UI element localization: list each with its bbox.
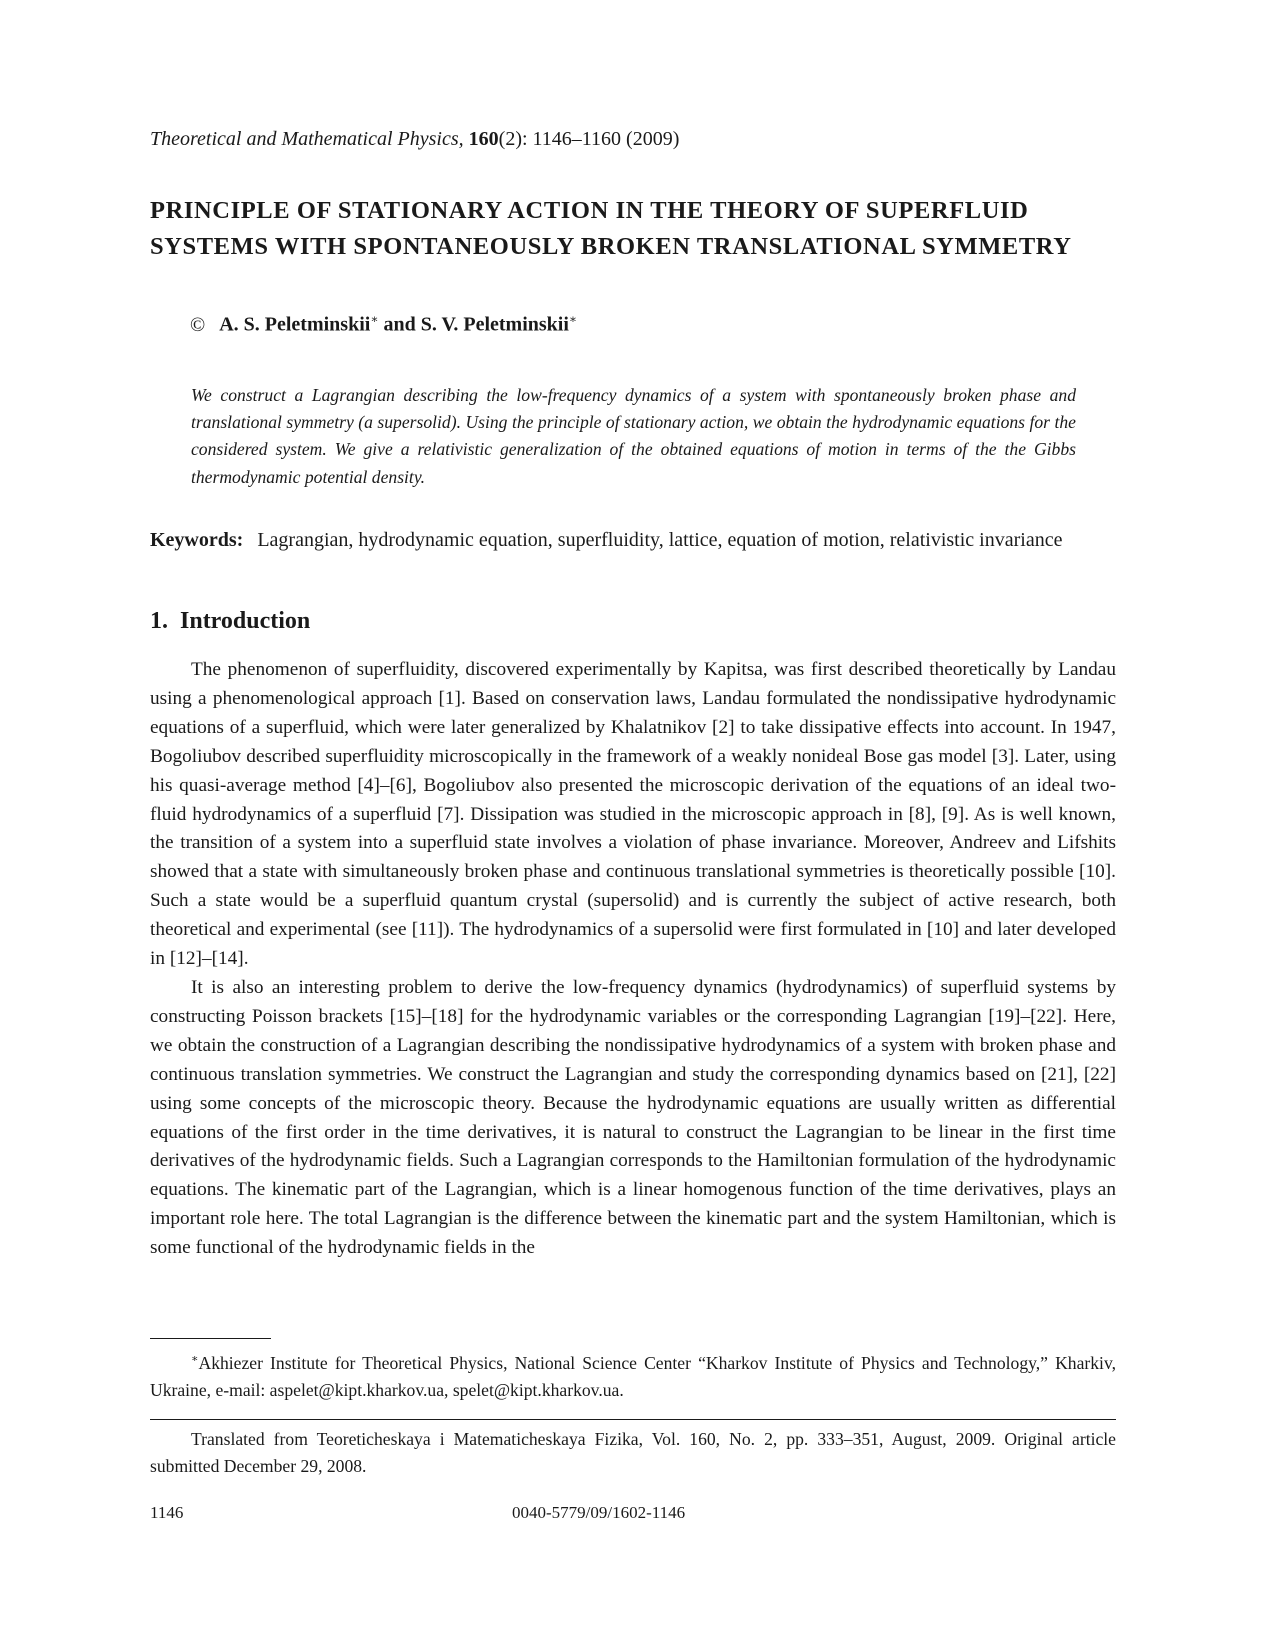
page-number: 1146 bbox=[150, 1503, 184, 1522]
section-number: 1. bbox=[150, 608, 168, 634]
body-text bbox=[150, 656, 1116, 1263]
footnote-mark: ∗ bbox=[191, 1353, 199, 1365]
footnote bbox=[150, 1346, 1116, 1404]
author-1-affiliation-mark: ∗ bbox=[370, 312, 379, 326]
paper-title: PRINCIPLE OF STATIONARY ACTION IN THE THEORY OF SUPERFLUID SYSTEMS WITH SPONTANEOUSLY BROKEN TRANSLATIONAL SYMMETRY bbox=[150, 197, 1072, 260]
journal-issue-pages: (2): 1146–1160 (2009) bbox=[498, 128, 680, 150]
translation-note: Translated from Teoreticheskaya i Matematicheskaya Fizika, Vol. 160, No. 2, pp. 333–351, August, 2009. Original article submitted December 29, 2008. bbox=[150, 1429, 1116, 1476]
section-title: Introduction bbox=[180, 608, 311, 634]
abstract: We construct a Lagrangian describing the low-frequency dynamics of a system with spontaneously broken phase and translational symmetry (a supersolid). Using the principle of stationary action, we obtain the hydrodynamic equations for the considered system. We give a relativistic generalization of the obtained equations of motion in terms of the the Gibbs thermodynamic potential density. bbox=[191, 385, 1076, 487]
keywords-text: Lagrangian, hydrodynamic equation, superfluidity, lattice, equation of motion, relativistic invariance bbox=[257, 529, 1063, 551]
paragraph-2: It is also an interesting problem to derive the low-frequency dynamics (hydrodynamics) of superfluid systems by constructing Poisson brackets [15]–[18] for the hydrodynamic variables or the corresponding Lagrangian [19]–[22]. Here, we obtain the construction of a Lagrangian describing the nondissipative hydrodynamics of a system with broken phase and continuous translation symmetries. We construct the Lagrangian and study the corresponding dynamics based on [21], [22] using some concepts of the microscopic theory. Because the hydrodynamic equations are usually written as differential equations of the first order in the time derivatives, it is natural to construct the Lagrangian to be linear in the first time derivatives of the hydrodynamic fields. Such a Lagrangian corresponds to the Hamiltonian formulation of the hydrodynamic equations. The kinematic part of the Lagrangian, which is a linear homogenous function of the time derivatives, plays an important role here. The total Lagrangian is the difference between the kinematic part and the system Hamiltonian, which is some functional of the hydrodynamic fields in the bbox=[150, 976, 1116, 1259]
copyright-icon: © bbox=[190, 313, 206, 336]
author-2: S. V. Peletminskii bbox=[420, 313, 569, 336]
translation-rule bbox=[150, 1419, 1116, 1420]
author-1: A. S. Peletminskii bbox=[219, 313, 371, 336]
author-conjunction: and bbox=[378, 313, 421, 336]
keywords-label: Keywords: bbox=[150, 529, 244, 551]
footnote-rule bbox=[150, 1338, 271, 1339]
section-heading bbox=[150, 608, 310, 635]
issn-code: 0040-5779/09/1602-1146 bbox=[512, 1503, 686, 1522]
journal-name: Theoretical and Mathematical Physics, bbox=[150, 128, 464, 150]
author-2-affiliation-mark: ∗ bbox=[568, 312, 578, 326]
keywords bbox=[150, 526, 1116, 555]
journal-volume: 160 bbox=[468, 128, 499, 150]
journal-reference bbox=[150, 128, 679, 151]
footnote-text: Akhiezer Institute for Theoretical Physics, National Science Center “Kharkov Institute of Physics and Technology,” Kharkiv, Ukraine, e-mail: aspelet@kipt.kharkov.ua, spelet@kipt.kharkov.ua. bbox=[150, 1352, 1116, 1400]
paragraph-1: The phenomenon of superfluidity, discovered experimentally by Kapitsa, was first described theoretically by Landau using a phenomenological approach [1]. Based on conservation laws, Landau formulated the nondissipative hydrodynamic equations of a superfluid, which were later generalized by Khalatnikov [2] to take dissipative effects into account. In 1947, Bogoliubov described superfluidity microscopically in the framework of a weakly nonideal Bose gas model [3]. Later, using his quasi-average method [4]–[6], Bogoliubov also presented the microscopic derivation of the equations of an ideal two-fluid hydrodynamics of a superfluid [7]. Dissipation was studied in the microscopic approach in [8], [9]. As is well known, the transition of a system into a superfluid state involves a violation of phase invariance. Moreover, Andreev and Lifshits showed that a state with simultaneously broken phase and continuous translational symmetries is theoretically possible [10]. Such a state would be a superfluid quantum crystal (supersolid) and is currently the subject of active research, both theoretical and experimental (see [11]). The hydrodynamics of a supersolid were first formulated in [10] and later developed in [12]–[14]. bbox=[150, 659, 1116, 970]
author-line bbox=[190, 312, 577, 337]
